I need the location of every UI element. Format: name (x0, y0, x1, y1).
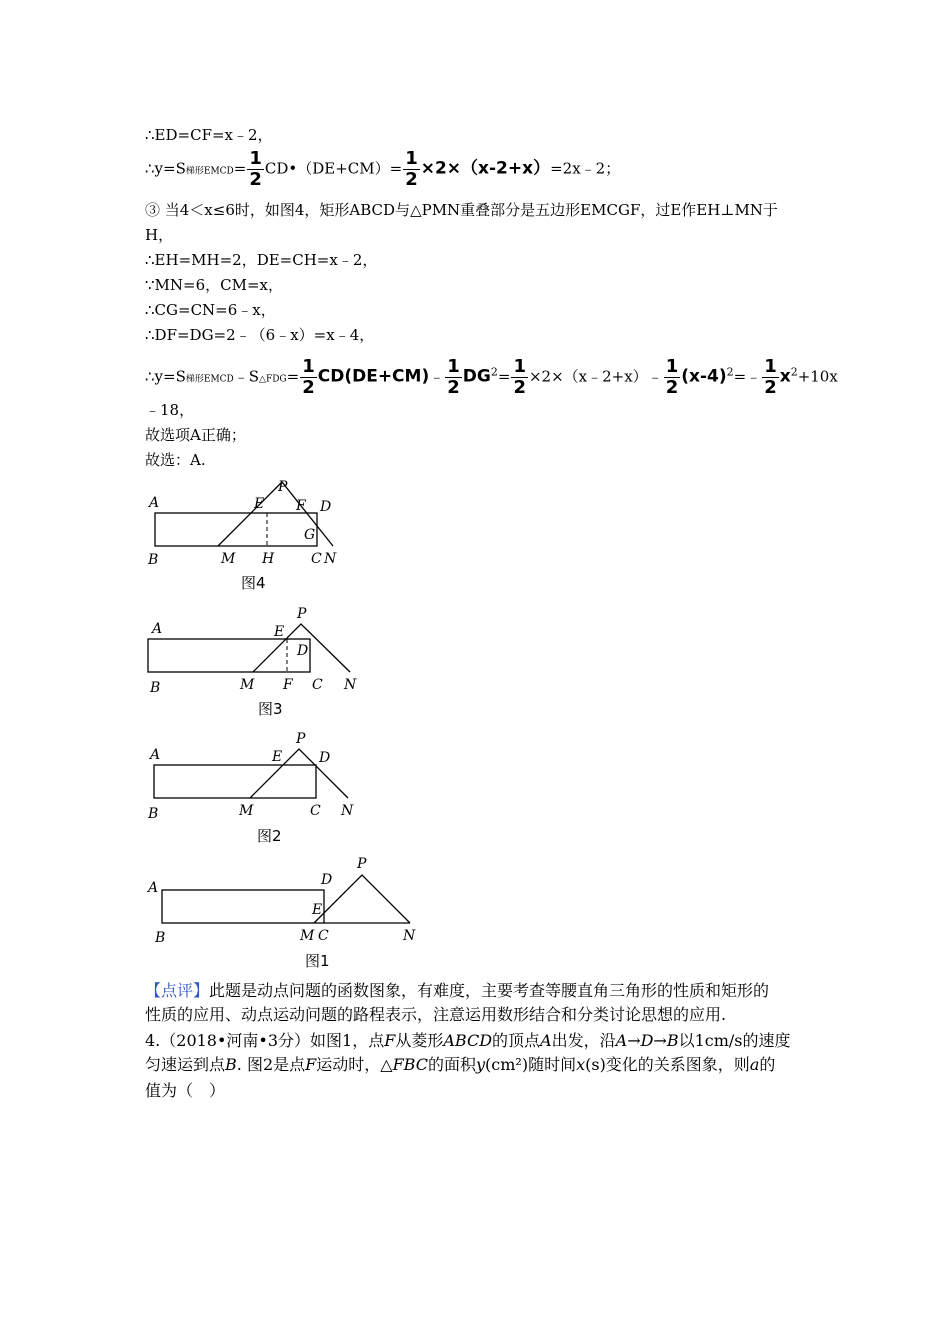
text: =2x﹣2； (550, 159, 621, 178)
text: 以1cm/s的速度 (678, 1031, 791, 1050)
figure-caption: 图3 (258, 700, 283, 718)
label-a: A (148, 880, 159, 896)
label-p: P (297, 606, 307, 622)
var: FBC (392, 1055, 428, 1074)
text: 的顶点 (492, 1031, 541, 1050)
fraction-half (247, 150, 264, 189)
text: CD•（DE+CM）= (264, 159, 403, 178)
text: ∴y=S (145, 367, 186, 386)
comment-tag: 【点评】 (145, 981, 210, 1000)
var: A (540, 1031, 552, 1050)
formula-bold: (x-4) (681, 366, 727, 387)
label-p: P (296, 731, 306, 747)
label-e: E (272, 749, 283, 765)
figure-caption: 图4 (241, 574, 266, 592)
figure-4 (140, 475, 360, 595)
fraction-half (300, 358, 317, 397)
text: +10x (797, 367, 838, 386)
question-line-2 (145, 1053, 775, 1077)
text: ﹣ (429, 367, 445, 386)
formula-bold: x (779, 366, 791, 387)
label-c: C (310, 803, 321, 819)
formula-bold: CD(DE+CM) (317, 366, 430, 387)
label-d: D (319, 750, 331, 766)
fraction-half (403, 150, 420, 189)
text: 4.（2018•河南•3分）如图1，点 (145, 1031, 385, 1050)
label-a: A (150, 747, 161, 763)
numerator: 1 (764, 356, 777, 377)
var: x (576, 1055, 586, 1074)
var: A→D→B (615, 1031, 679, 1050)
denominator: 2 (302, 377, 315, 398)
var: a (749, 1055, 760, 1074)
solution-line-9 (145, 358, 838, 397)
subscript: △FDG (259, 374, 287, 385)
label-a: A (152, 621, 163, 637)
figure-3 (140, 600, 360, 720)
text: = (286, 367, 300, 386)
solution-line-4: H， (145, 226, 174, 244)
var: B (225, 1055, 237, 1074)
label-n: N (324, 551, 337, 567)
text: (s)变化的关系图象，则 (585, 1055, 750, 1074)
denominator: 2 (447, 377, 460, 398)
fraction-half (445, 358, 462, 397)
triangle-pmn (250, 749, 348, 798)
numerator: 1 (447, 356, 460, 377)
subscript: 梯形EMCD (185, 374, 234, 385)
label-e: E (274, 624, 285, 640)
comment-line-1 (145, 979, 769, 1003)
denominator: 2 (764, 377, 777, 398)
fraction-half (762, 358, 779, 397)
label-p: P (357, 856, 367, 872)
var: ABCD (443, 1031, 493, 1050)
solution-line-7: ∴CG=CN=6﹣x， (145, 301, 276, 319)
text: (cm²)随时间 (485, 1055, 577, 1074)
numerator: 1 (249, 148, 262, 169)
label-f: F (283, 677, 293, 693)
label-n: N (344, 677, 357, 693)
label-b: B (150, 680, 161, 696)
var: y (475, 1055, 486, 1074)
label-m: M (221, 551, 236, 567)
text: = (497, 367, 511, 386)
var: F (305, 1055, 317, 1074)
var: F (384, 1031, 396, 1050)
label-b: B (148, 552, 159, 568)
label-a: A (149, 495, 160, 511)
text: 的 (759, 1055, 776, 1074)
solution-line-8: ∴DF=DG=2﹣（6﹣x）=x﹣4， (145, 326, 375, 344)
text: ∴y=S (145, 159, 186, 178)
figure-2 (140, 725, 360, 845)
label-n: N (341, 803, 354, 819)
text: 出发，沿 (551, 1031, 616, 1050)
label-c: C (311, 551, 322, 567)
solution-line-5: ∴EH=MH=2，DE=CH=x﹣2， (145, 251, 378, 269)
solution-line-2 (145, 150, 620, 189)
subscript: 梯形EMCD (185, 166, 234, 177)
text: 运动时，△ (316, 1055, 393, 1074)
label-m: M (300, 928, 315, 944)
formula-bold: ×2×（x-2+x） (420, 158, 551, 179)
label-b: B (148, 806, 159, 822)
text: ﹣S (233, 367, 260, 386)
superscript: 2 (790, 365, 798, 379)
label-e: E (312, 902, 323, 918)
triangle-pmn (218, 482, 333, 546)
solution-line-3: ③ 当4＜x≤6时，如图4，矩形ABCD与△PMN重叠部分是五边形EMCGF，过E作EH⊥MN于 (145, 201, 778, 219)
figure-caption: 图2 (257, 827, 282, 845)
label-b: B (155, 930, 166, 946)
label-n: N (403, 928, 416, 944)
figure-caption: 图1 (305, 952, 330, 970)
label-c: C (318, 928, 329, 944)
numerator: 1 (665, 356, 679, 377)
numerator: 1 (513, 356, 526, 377)
text: = (233, 159, 247, 178)
label-e: E (254, 496, 265, 512)
solution-line-1: ∴ED=CF=x﹣2， (145, 126, 273, 144)
solution-line-11: 故选项A正确； (145, 426, 246, 444)
label-f: F (296, 498, 306, 514)
text: . 图2是点 (236, 1055, 306, 1074)
label-h: H (262, 551, 275, 567)
text: ×2×（x﹣2+x）﹣ (528, 367, 663, 386)
label-d: D (297, 643, 309, 659)
question-line-1 (145, 1029, 791, 1053)
rectangle-abcd (154, 765, 316, 798)
label-d: D (320, 499, 332, 515)
numerator: 1 (302, 356, 315, 377)
question-line-3: 值为（ ） (145, 1081, 226, 1100)
denominator: 2 (665, 377, 679, 398)
label-m: M (239, 803, 254, 819)
text: =﹣ (733, 367, 762, 386)
superscript: 2 (726, 365, 734, 379)
solution-line-6: ∵MN=6，CM=x， (145, 276, 284, 294)
superscript: 2 (490, 365, 498, 379)
comment-text: 此题是动点问题的函数图象，有难度，主要考查等腰直角三角形的性质和矩形的 (209, 981, 770, 1000)
formula-bold: DG (462, 366, 491, 387)
figure-1 (140, 852, 430, 974)
denominator: 2 (249, 169, 262, 190)
denominator: 2 (405, 169, 418, 190)
rectangle-abcd (162, 890, 324, 923)
solution-line-10: ﹣18， (145, 401, 195, 419)
label-g: G (304, 527, 316, 543)
label-d: D (321, 872, 333, 888)
label-m: M (240, 677, 255, 693)
text: 从菱形 (395, 1031, 444, 1050)
text: 的面积 (427, 1055, 476, 1074)
solution-line-12: 故选：A. (145, 451, 206, 469)
comment-line-2: 性质的应用、动点运动问题的路程表示，注意运用数形结合和分类讨论思想的应用. (145, 1005, 727, 1024)
rectangle-abcd (155, 513, 317, 546)
label-p: P (278, 479, 288, 495)
fraction-half (511, 358, 528, 397)
numerator: 1 (405, 148, 418, 169)
fraction-half (664, 358, 681, 397)
text: 匀速运到点 (145, 1055, 226, 1074)
label-c: C (312, 677, 323, 693)
rectangle-abcd (148, 639, 310, 672)
denominator: 2 (513, 377, 526, 398)
